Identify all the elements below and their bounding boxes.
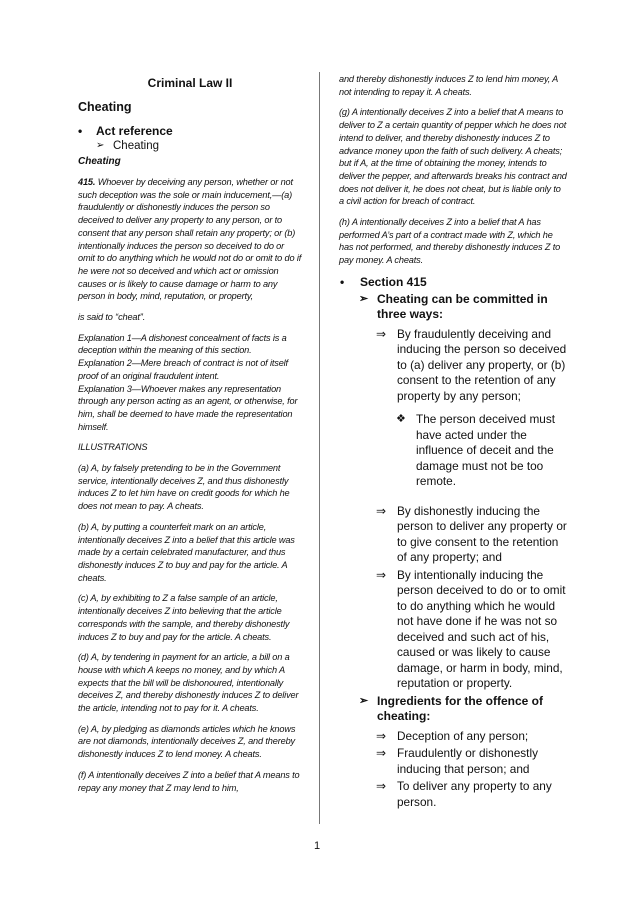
ingredient-2 (339, 746, 567, 777)
double-arrow-bullet-icon: ⇒ (376, 567, 387, 582)
illustration-d: (d) A, by tendering in payment for an article, a bill on a house with which A keeps no money, and by which A expects that the bill will be dishonoured, intentionally deceives Z, and thereby dishonestly induces Z to deliver the article, intending not to pay for it. A cheats. (78, 652, 299, 714)
act-reference-label: Act reference (96, 124, 173, 138)
ingredient-3 (339, 779, 567, 810)
said-to-cheat: is said to “cheat”. (78, 312, 146, 323)
ways-heading (339, 292, 567, 323)
ingredient-3-text: To deliver any property to any person. (397, 779, 552, 809)
explanations (78, 332, 302, 434)
section-body: Whoever by deceiving any person, whether or not such deception was the sole or main inducement,—(a) fraudulently or dishonestly induces the person so deceived to deliver any property to any person, or to consent that any person shall retain any property; or (b) intentionally induces the person so deceived to do or omit to do anything which he would not do or omit to do if he were not so deceived and which act or omission causes or is likely to cause damage or harm to any person in body, mind, reputation, or property, (78, 177, 302, 302)
double-arrow-bullet-icon: ⇒ (376, 746, 387, 761)
ingredient-2-text: Fraudulently or dishonestly inducing that person; and (397, 746, 538, 776)
left-column (78, 74, 302, 802)
way-2-text: By dishonestly inducing the person to deliver any property or to give consent to the retention of any property; and (397, 503, 567, 565)
illustration-f: (f) A intentionally deceives Z into a belief that A means to repay any money that Z may lend to him, (78, 769, 300, 793)
section-number: 415. (78, 177, 96, 187)
illustration-e: (e) A, by pledging as diamonds articles which he knows are not diamonds, intentionally deceives Z, and thereby dishonestly induces Z to lend money. A cheats. (78, 723, 296, 760)
act-reference-list (78, 124, 302, 152)
four-diamond-bullet-icon: ❖ (396, 413, 406, 426)
arrowhead-bullet-icon: ➢ (359, 694, 369, 707)
arrowhead-bullet-icon: ➢ (96, 140, 105, 151)
act-reference-sub: Cheating (113, 140, 160, 152)
way-1-note-text: The person deceived must have acted under the influence of deceit and the damage must not be too remote. (416, 412, 556, 489)
arrowhead-bullet-icon: ➢ (359, 292, 369, 305)
right-column (339, 73, 567, 812)
illustration-f-continued: and thereby dishonestly induces Z to lend him money, A not intending to repay it. A cheats. (339, 74, 558, 97)
list-item (78, 124, 302, 138)
double-arrow-bullet-icon: ⇒ (376, 326, 387, 341)
illustration-a: (a) A, by falsely pretending to be in the Government service, intentionally deceives Z, and thus dishonestly induces Z to let him have on credit goods for which he does not mean to pay. A cheats. (78, 463, 290, 512)
illustration-g: (g) A intentionally deceives Z into a belief that A means to deliver to Z a certain quantity of pepper which he does not intend to deliver, and thereby dishonestly induces Z to advance money upon the faith of such delivery. A cheats; but if A, at the time of obtaining the money, intends to deliver the pepper, and afterwards breaks his contract and does not deliver it, he does not cheat, but is liable only to a civil action for breach of contract. (339, 107, 567, 207)
ingredient-1-text: Deception of any person; (397, 728, 529, 743)
section-heading: Cheating (78, 100, 132, 114)
double-arrow-bullet-icon: ⇒ (376, 503, 387, 518)
document-title: Criminal Law II (147, 76, 233, 90)
illustrations-heading: ILLUSTRATIONS (78, 442, 148, 453)
ways-heading-text: Cheating can be committed in three ways: (377, 291, 548, 322)
illustration-h: (h) A intentionally deceives Z into a belief that A has performed A’s part of a contract made with Z, which he has not performed, and thereby dishonestly induces Z to pay money. A cheats. (339, 217, 561, 266)
illustration-b: (b) A, by putting a counterfeit mark on an article, intentionally deceives Z into a belief that this article was made by a certain celebrated manufacturer, and thus dishonestly induces Z to buy and pay for the article. A cheats. (78, 521, 295, 583)
section-415-bullet (339, 275, 567, 289)
way-1 (339, 327, 567, 405)
filled-circle-bullet-icon: • (78, 124, 83, 138)
way-1-note (339, 412, 567, 490)
way-3 (339, 568, 567, 692)
illustration-c: (c) A, by exhibiting to Z a false sample of an article, intentionally deceives Z into believing that the article corresponds with the sample, and thereby dishonestly induces Z to buy and pay for the article. A cheats. (78, 593, 290, 642)
statute-subtitle: Cheating (78, 156, 121, 167)
filled-circle-bullet-icon: • (340, 274, 345, 289)
ingredients-heading (339, 694, 567, 725)
column-divider (319, 72, 320, 824)
explanation-2: Explanation 2—Mere breach of contract is not of itself proof of an original fraudulent intent. (78, 358, 288, 381)
double-arrow-bullet-icon: ⇒ (376, 728, 387, 743)
double-arrow-bullet-icon: ⇒ (376, 779, 387, 794)
page-number: 1 (314, 840, 321, 852)
list-item (78, 140, 302, 152)
explanation-3: Explanation 3—Whoever makes any representation through any person acting as an agent, or otherwise, for him, shall be deemed to have made the representation himself. (78, 383, 298, 432)
ingredients-heading-text: Ingredients for the offence of cheating: (377, 693, 544, 724)
way-3-text: By intentionally inducing the person deceived to do or to omit to do anything which he would not have done if he was not so deceived and such act of his, caused or was likely to cause damage, or harm in body, mind, reputation or property. (397, 567, 566, 691)
way-1-text: By fraudulently deceiving and inducing the person so deceived to (a) deliver any property, or (b) consent to the retention of any property by any person; (397, 326, 567, 403)
section-bullet-label: Section 415 (360, 274, 427, 289)
ingredient-1 (339, 729, 567, 745)
section-415-text (78, 176, 302, 303)
way-2 (339, 504, 567, 566)
explanation-1: Explanation 1—A dishonest concealment of facts is a deception within the meaning of this section. (78, 332, 287, 356)
